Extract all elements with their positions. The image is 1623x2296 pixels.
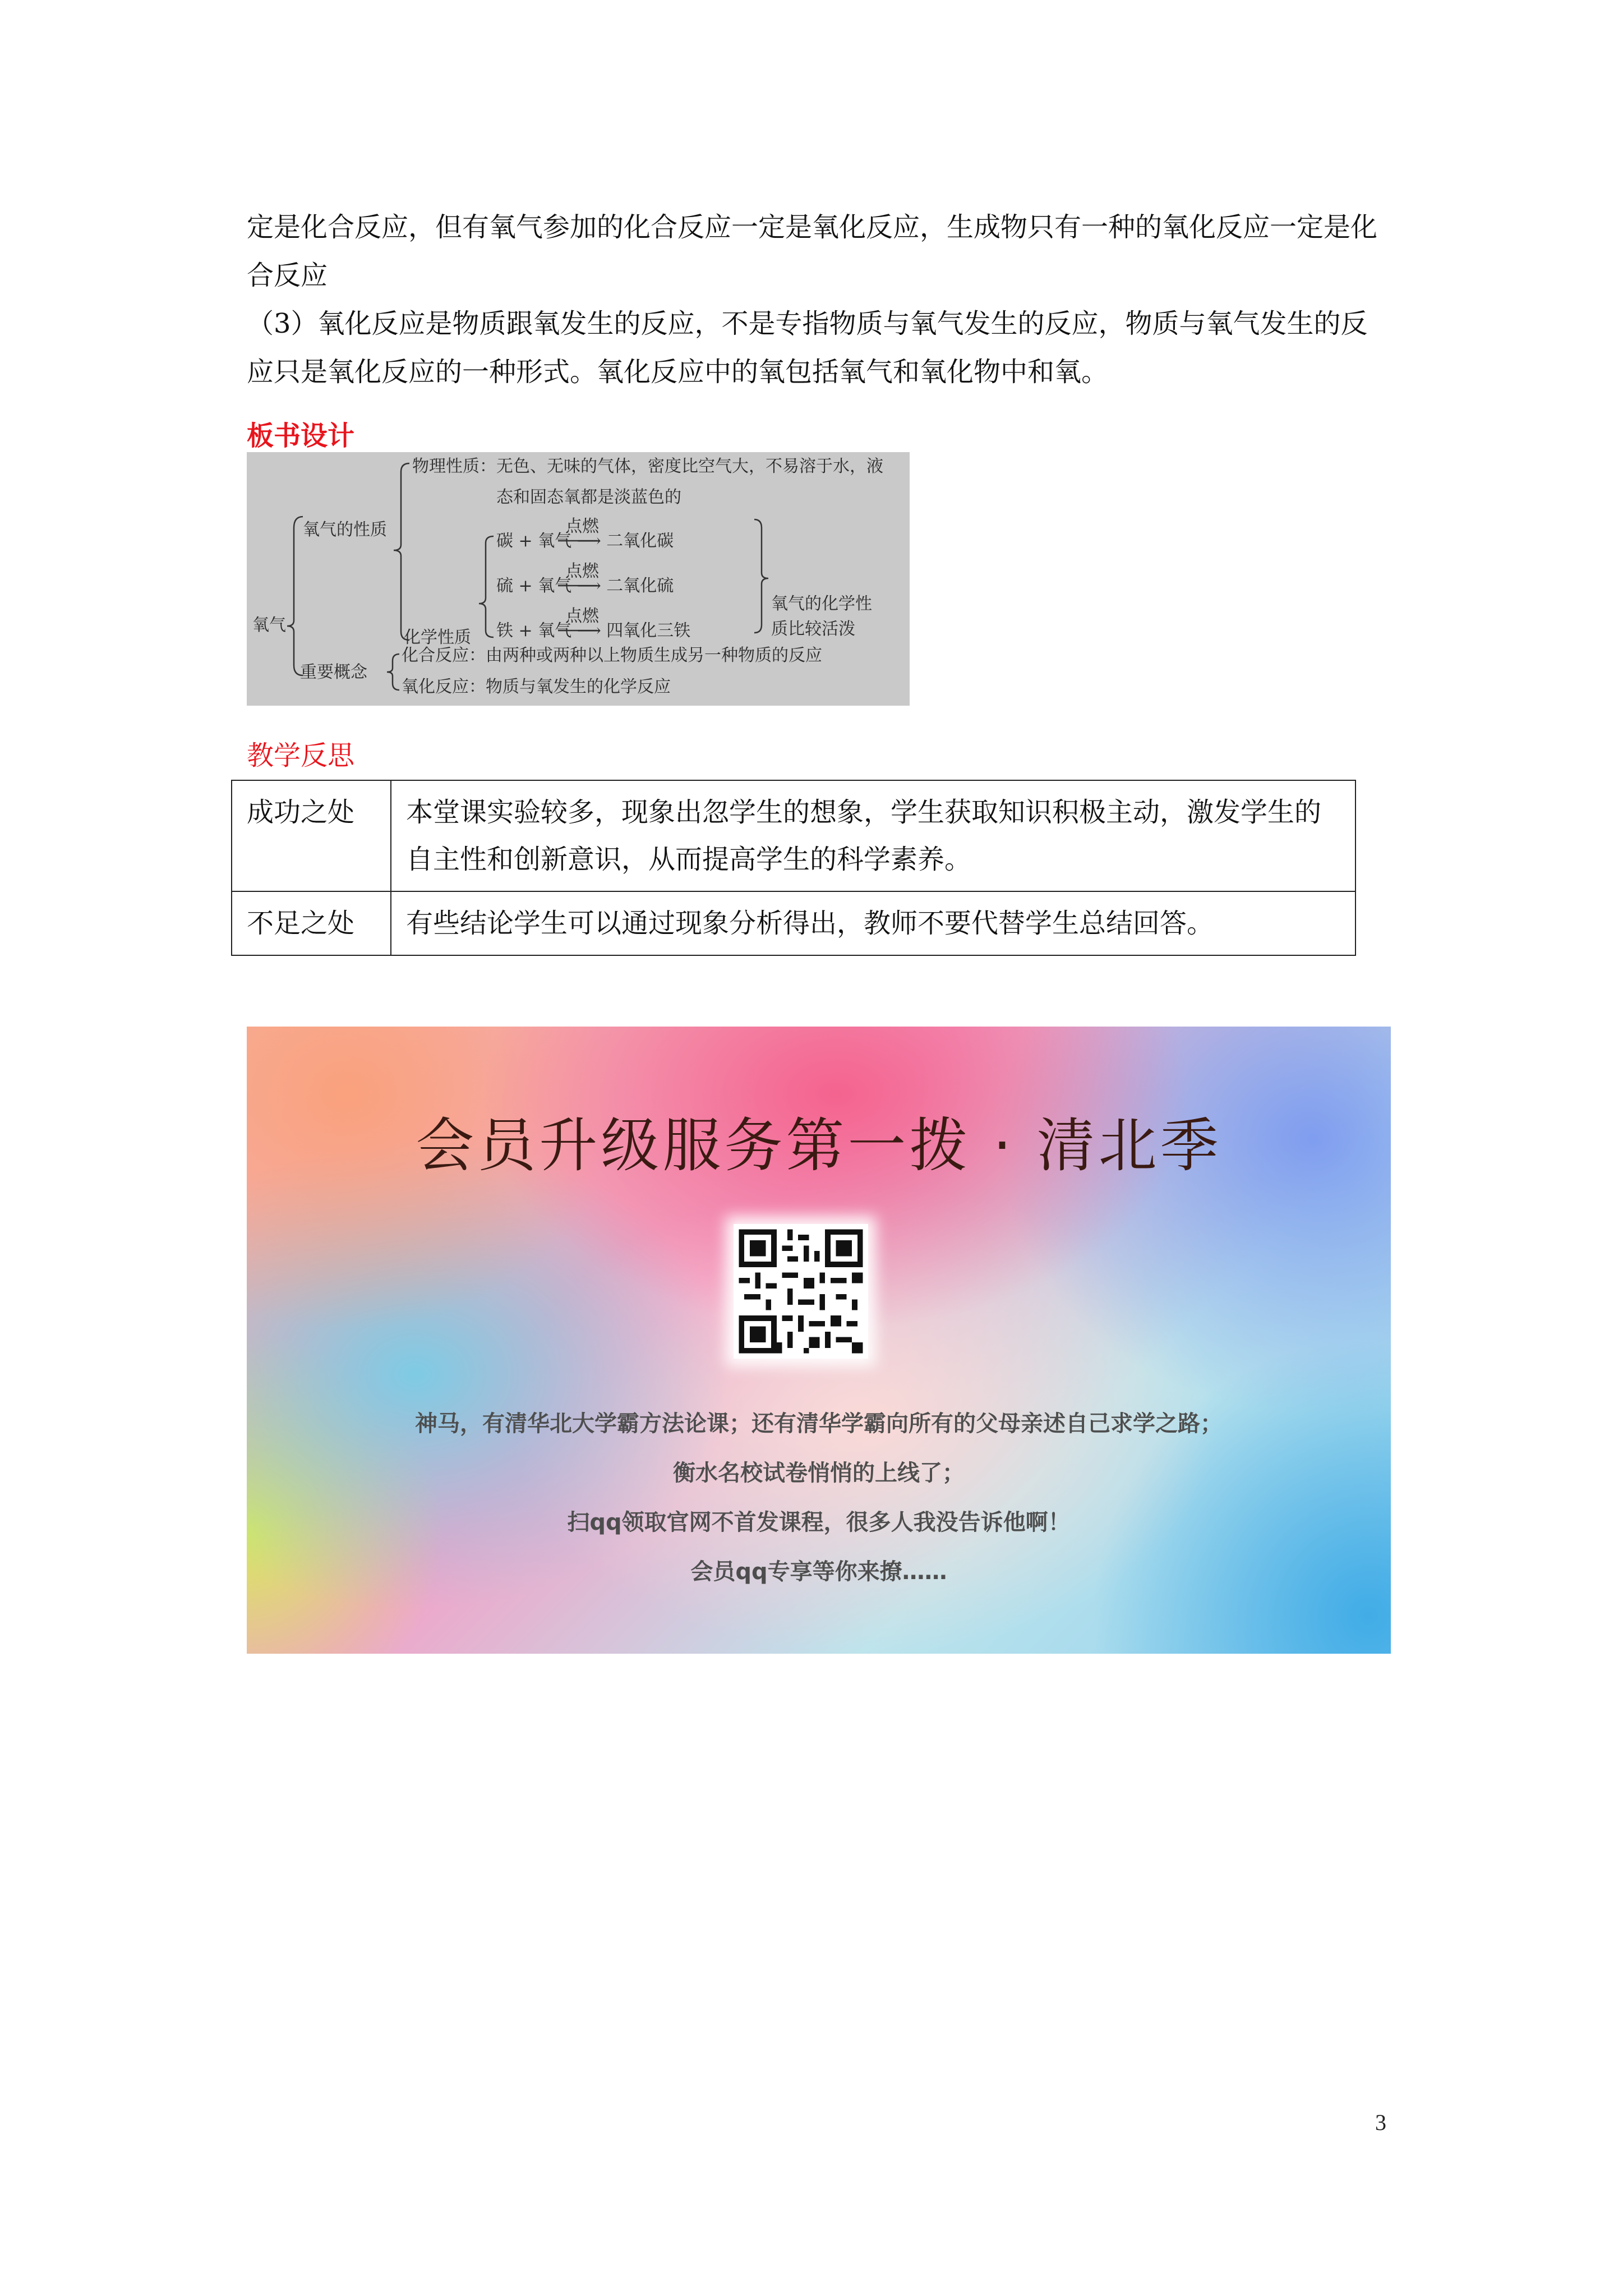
body-paragraph-2: （3）氧化反应是物质跟氧发生的反应，不是专指物质与氧气发生的反应，物质与氧气发生的反应只是氧化反应的一种形式。氧化反应中的氧包括氧气和氧化物中和氧。	[247, 308, 1368, 388]
reflection-table	[231, 780, 1356, 956]
board-reaction-1: 碳 + 氧气 ⟶ 二氧化碳	[496, 531, 674, 551]
reflection-heading: 教学反思	[247, 740, 355, 771]
board-concept-1: 化合反应：由两种或两种以上物质生成另一种物质的反应	[402, 646, 822, 665]
banner-text	[247, 1399, 1391, 1596]
board-concept-2: 氧化反应：物质与氧发生的化学反应	[402, 677, 671, 697]
banner-line-4: 会员qq专享等你来撩……	[690, 1559, 947, 1585]
board-diagram-image	[247, 452, 910, 706]
board-condition-2: 点燃	[565, 562, 599, 581]
board-reaction-3: 铁 + 氧气 ⟶ 四氧化三铁	[496, 621, 691, 641]
page-number: 3	[1375, 2110, 1386, 2135]
board-condition-1: 点燃	[565, 517, 599, 536]
banner-line-2: 衡水名校试卷悄悄的上线了；	[673, 1460, 965, 1486]
banner-line-1: 神马，有清华北大学霸方法论课；还有清华学霸向所有的父母亲述自己求学之路；	[415, 1411, 1223, 1437]
board-physical-line2: 态和固态氧都是淡蓝色的	[496, 487, 681, 507]
table-row	[232, 780, 1355, 891]
row-label-success: 成功之处	[232, 780, 391, 891]
body-paragraph-1: 定是化合反应，但有氧气参加的化合反应一定是氧化反应，生成物只有一种的氧化反应一定是化合反应	[247, 211, 1378, 291]
board-condition-3: 点燃	[565, 606, 599, 626]
table-row	[232, 891, 1355, 955]
board-design-heading: 板书设计	[247, 420, 355, 452]
board-oxygen-properties: 氧气的性质	[303, 520, 387, 540]
banner-line-3: 扫qq领取官网不首发课程，很多人我没告诉他啊！	[567, 1510, 1071, 1535]
row-text-shortcoming: 有些结论学生可以通过现象分析得出，教师不要代替学生总结回答。	[391, 891, 1355, 955]
board-physical-properties: 物理性质：无色、无味的气体，密度比空气大，不易溶于水，液	[412, 457, 883, 476]
membership-banner[interactable]	[247, 1027, 1391, 1654]
board-chemical-properties: 化学性质	[404, 628, 471, 647]
qr-code-icon[interactable]	[734, 1224, 868, 1359]
board-concepts-label: 重要概念	[300, 662, 367, 682]
board-chem-note-1: 氧气的化学性	[771, 594, 872, 614]
banner-title: 会员升级服务第一拨 · 清北季	[416, 1111, 1222, 1180]
board-reaction-2: 硫 + 氧气 ⟶ 二氧化硫	[496, 576, 674, 596]
board-chem-note-2: 质比较活泼	[771, 619, 855, 639]
row-label-shortcoming: 不足之处	[232, 891, 391, 955]
row-text-success: 本堂课实验较多，现象出忽学生的想象，学生获取知识积极主动，激发学生的自主性和创新意识，从而提高学生的科学素养。	[391, 780, 1355, 891]
board-root: 氧气	[252, 615, 286, 635]
